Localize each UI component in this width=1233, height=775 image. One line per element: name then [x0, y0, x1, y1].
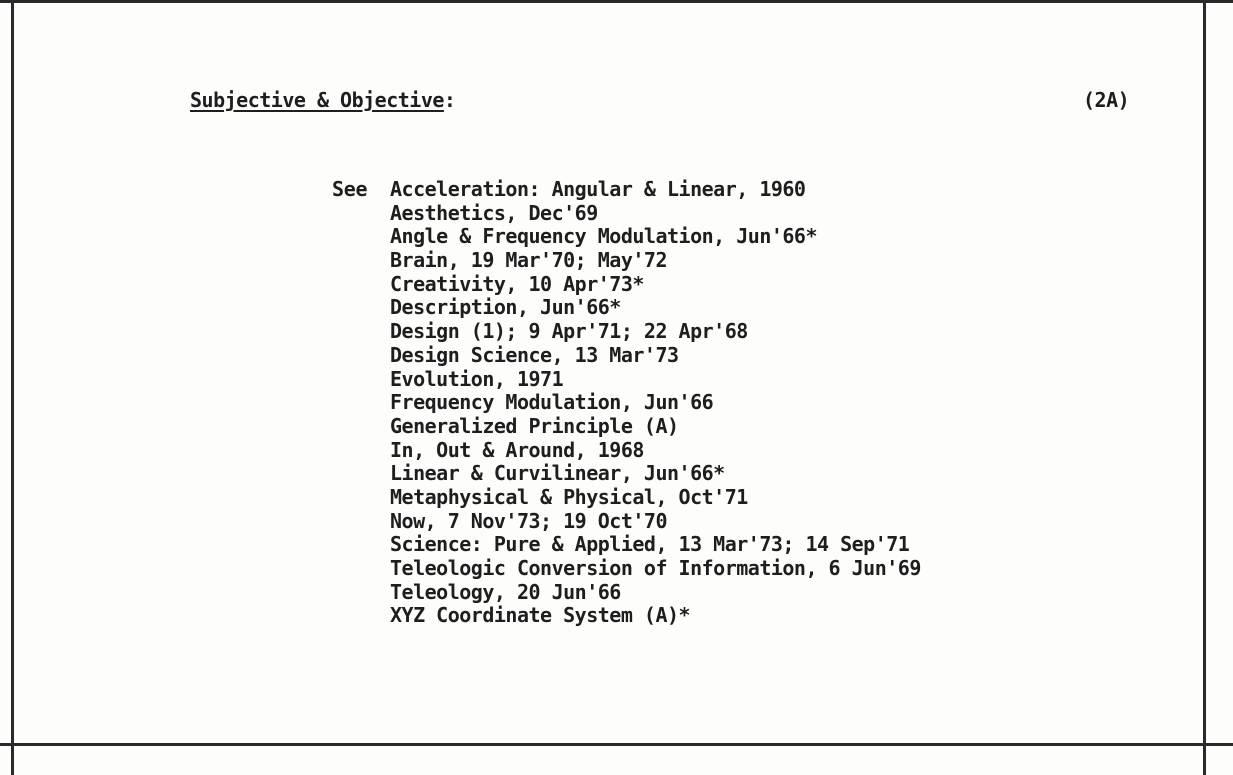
cross-reference-entry: Design (1); 9 Apr'71; 22 Apr'68	[390, 319, 748, 344]
cross-reference-entry: Design Science, 13 Mar'73	[390, 342, 679, 367]
cross-reference-list	[390, 178, 921, 628]
card-heading-text: Subjective & Objective	[190, 88, 444, 112]
cross-reference-entry: Frequency Modulation, Jun'66	[390, 390, 714, 415]
card-border-top	[0, 0, 1233, 3]
card-heading-colon: :	[443, 88, 456, 112]
cross-reference-entry: Description, Jun'66*	[390, 295, 621, 320]
cross-reference-entry: Linear & Curvilinear, Jun'66*	[390, 461, 725, 486]
cross-reference-entry: Science: Pure & Applied, 13 Mar'73; 14 Sep'71	[390, 532, 910, 557]
card-number: (2A)	[1083, 88, 1130, 112]
cross-reference-entry: Generalized Principle (A)	[390, 413, 679, 438]
card-border-right	[1203, 0, 1206, 775]
cross-reference-entry: Angle & Frequency Modulation, Jun'66*	[390, 224, 818, 249]
cross-reference-entry: Brain, 19 Mar'70; May'72	[390, 248, 667, 273]
cross-reference-entry: Teleology, 20 Jun'66	[390, 579, 621, 604]
cross-reference-entry: Now, 7 Nov'73; 19 Oct'70	[390, 508, 667, 533]
cross-reference-entry: Evolution, 1971	[390, 366, 564, 391]
cross-reference-entry: XYZ Coordinate System (A)*	[390, 603, 691, 628]
card-border-left	[11, 0, 14, 775]
cross-reference-entry: Teleologic Conversion of Information, 6 Jun'69	[390, 556, 921, 580]
card-border-bottom	[0, 743, 1233, 746]
cross-reference-entry: Creativity, 10 Apr'73*	[390, 271, 644, 296]
cross-reference-entry: Aesthetics, Dec'69	[390, 200, 598, 225]
see-label: See	[332, 177, 368, 201]
cross-reference-entry: Acceleration: Angular & Linear, 1960	[390, 177, 806, 201]
card-heading	[190, 88, 455, 112]
cross-reference-entry: Metaphysical & Physical, Oct'71	[390, 484, 748, 509]
cross-reference-entry: In, Out & Around, 1968	[390, 437, 644, 462]
